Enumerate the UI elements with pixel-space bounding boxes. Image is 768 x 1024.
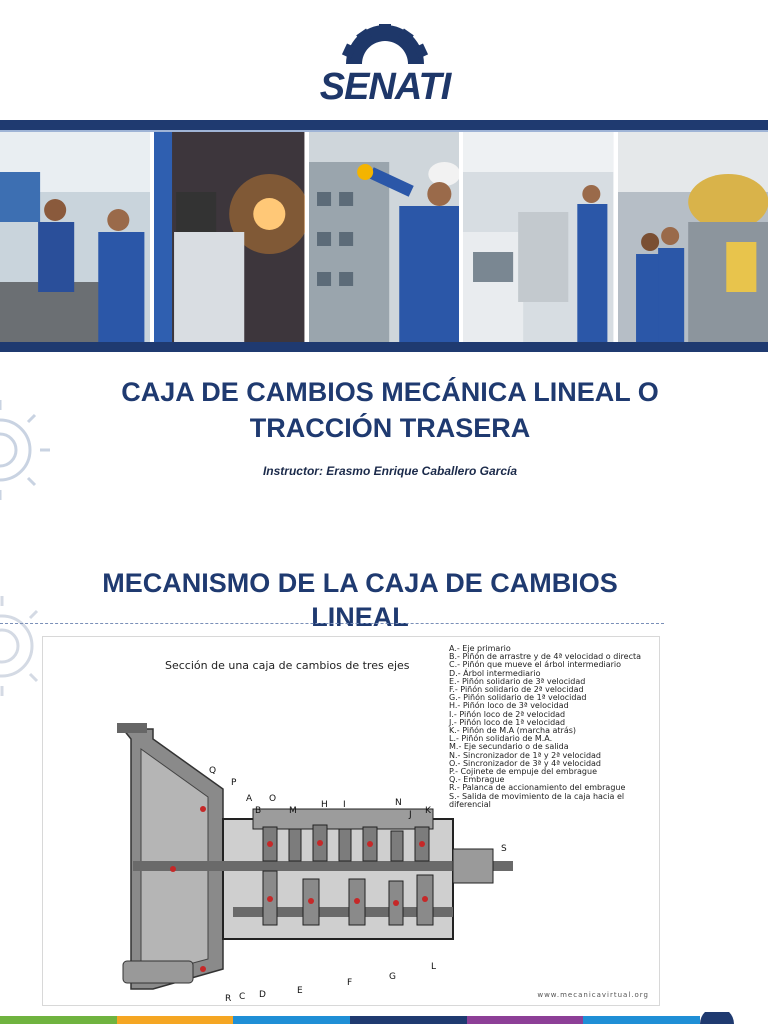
legend-item: diferencial [449, 799, 491, 809]
figure-credit: www.mecanicavirtual.org [537, 991, 649, 999]
legend-item: F.- Piñón solidario de 2ª velocidad [449, 685, 584, 695]
photo-machinists [0, 132, 150, 342]
diagram-label-b: B [255, 806, 262, 816]
title-divider [0, 623, 664, 624]
photo-welder [154, 132, 304, 342]
gear-outline-icon [0, 390, 50, 510]
diagram-label-m: M [289, 806, 297, 816]
legend-item: M.- Eje secundario o de salida [449, 742, 569, 752]
legend-item: O.- Sincronizador de 3ª y 4ª velocidad [449, 758, 601, 768]
header-band [0, 120, 768, 130]
legend-item: A.- Eje primario [449, 644, 511, 653]
legend-item: P.- Cojinete de empuje del embrague [449, 767, 597, 777]
legend-item: G.- Piñón solidario de 1ª velocidad [449, 693, 587, 703]
diagram-label-p: P [231, 778, 237, 788]
legend-item: J.- Piñón loco de 1ª velocidad [449, 717, 566, 727]
gear-logo-icon [338, 24, 432, 64]
footer-gear-icon [698, 1012, 736, 1024]
section-title: MECANISMO DE LA CAJA DE CAMBIOS LINEAL [102, 568, 618, 632]
legend-item: K.- Piñón de M.A (marcha atrás) [449, 726, 577, 736]
photo-cnc-machine [463, 132, 613, 342]
legend-item: D.- Árbol intermediario [449, 668, 541, 678]
diagram-label-k: K [425, 806, 431, 816]
gearbox-figure [42, 636, 660, 1006]
diagram-label-a: A [246, 794, 253, 804]
diagram-label-q: Q [209, 766, 217, 776]
diagram-label-g: G [389, 972, 396, 982]
legend-item: N.- Sincronizador de 1ª y 2ª velocidad [449, 750, 602, 760]
diagram-label-e: E [297, 986, 303, 996]
legend-item: C.- Piñón que mueve el árbol intermediario [449, 660, 622, 670]
diagram-label-n: N [395, 798, 402, 808]
diagram-label-f: F [347, 978, 353, 988]
legend-item: H.- Piñón loco de 3ª velocidad [449, 701, 569, 711]
diagram-label-o: O [269, 794, 277, 804]
footer-color-stripe [0, 1016, 700, 1024]
diagram-label-h: H [321, 800, 328, 810]
content-slide [0, 512, 768, 1024]
legend-item: R.- Palanca de accionamiento del embrague [449, 783, 626, 793]
instructor-name: Instructor: Erasmo Enrique Caballero García [262, 464, 518, 478]
senati-logo [312, 24, 458, 108]
legend-item: L.- Piñón solidario de M.A. [449, 734, 553, 744]
slide-title: CAJA DE CAMBIOS MECÁNICA LINEAL O TRACCIÓN TRASERA [121, 377, 659, 443]
diagram-label-d: D [259, 990, 266, 1000]
photo-band-bottom [0, 342, 768, 352]
diagram-label-j: J [409, 810, 412, 820]
photo-textile-machine [618, 132, 768, 342]
legend-item: S.- Salida de movimiento de la caja hacia el [449, 791, 625, 801]
diagram-label-l: L [431, 962, 437, 972]
legend-item: Q.- Embrague [449, 775, 505, 785]
photo-strip [0, 132, 768, 342]
legend-item: E.- Piñón solidario de 3ª velocidad [449, 676, 586, 686]
photo-technician-panel [309, 132, 459, 342]
logo-wordmark: SENATI [319, 66, 451, 108]
figure-caption: Sección de una caja de cambios de tres ejes [165, 659, 410, 672]
gearbox-cross-section-diagram [113, 709, 523, 1001]
legend-item: I.- Piñón loco de 2ª velocidad [449, 709, 566, 719]
legend-item: B.- Piñón de arrastre y de 4ª velocidad o directa [449, 652, 642, 662]
diagram-label-i: I [343, 800, 346, 810]
diagram-label-c: C [239, 992, 246, 1001]
diagram-label-r: R [225, 994, 232, 1001]
diagram-label-s: S [501, 844, 507, 854]
